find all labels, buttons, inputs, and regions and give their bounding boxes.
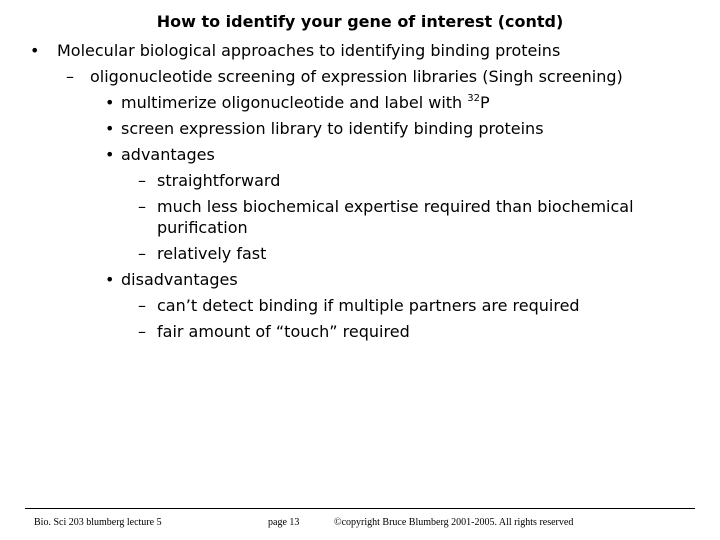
bullet-marker: • xyxy=(105,145,115,164)
step-screen-library: screen expression library to identify binding proteins xyxy=(121,119,544,138)
advantages-heading: advantages xyxy=(121,145,215,164)
footer-course: Bio. Sci 203 blumberg lecture 5 xyxy=(34,517,162,528)
bullet-item-approaches: Molecular biological approaches to identifying binding proteins xyxy=(57,41,561,60)
isotope-superscript: 32 xyxy=(467,93,480,104)
step-multimerize xyxy=(121,92,490,114)
dash-marker: – xyxy=(66,67,74,86)
bullet-marker: • xyxy=(105,93,115,112)
advantage-item: straightforward xyxy=(157,171,281,190)
advantage-item-continuation: purification xyxy=(157,218,248,237)
advantage-item: much less biochemical expertise required than biochemical xyxy=(157,197,634,216)
dash-marker: – xyxy=(138,197,146,216)
advantage-item: relatively fast xyxy=(157,244,267,263)
footer-divider xyxy=(25,508,695,509)
dash-marker: – xyxy=(138,296,146,315)
dash-marker: – xyxy=(138,171,146,190)
disadvantages-heading: disadvantages xyxy=(121,270,238,289)
dash-marker: – xyxy=(138,244,146,263)
footer-copyright: ©copyright Bruce Blumberg 2001-2005. All rights reserved xyxy=(334,517,574,528)
sub-item-oligo-screening: oligonucleotide screening of expression libraries (Singh screening) xyxy=(90,67,623,86)
isotope-element: P xyxy=(480,93,490,112)
bullet-marker: • xyxy=(105,270,115,289)
bullet-marker: • xyxy=(105,119,115,138)
slide-title: How to identify your gene of interest (contd) xyxy=(156,12,564,31)
bullet-marker: • xyxy=(30,41,40,60)
footer-page-number: page 13 xyxy=(268,517,300,528)
step-multimerize-text: multimerize oligonucleotide and label with xyxy=(121,93,468,112)
disadvantage-item: can’t detect binding if multiple partners are required xyxy=(157,296,580,315)
disadvantage-item: fair amount of “touch” required xyxy=(157,322,410,341)
dash-marker: – xyxy=(138,322,146,341)
